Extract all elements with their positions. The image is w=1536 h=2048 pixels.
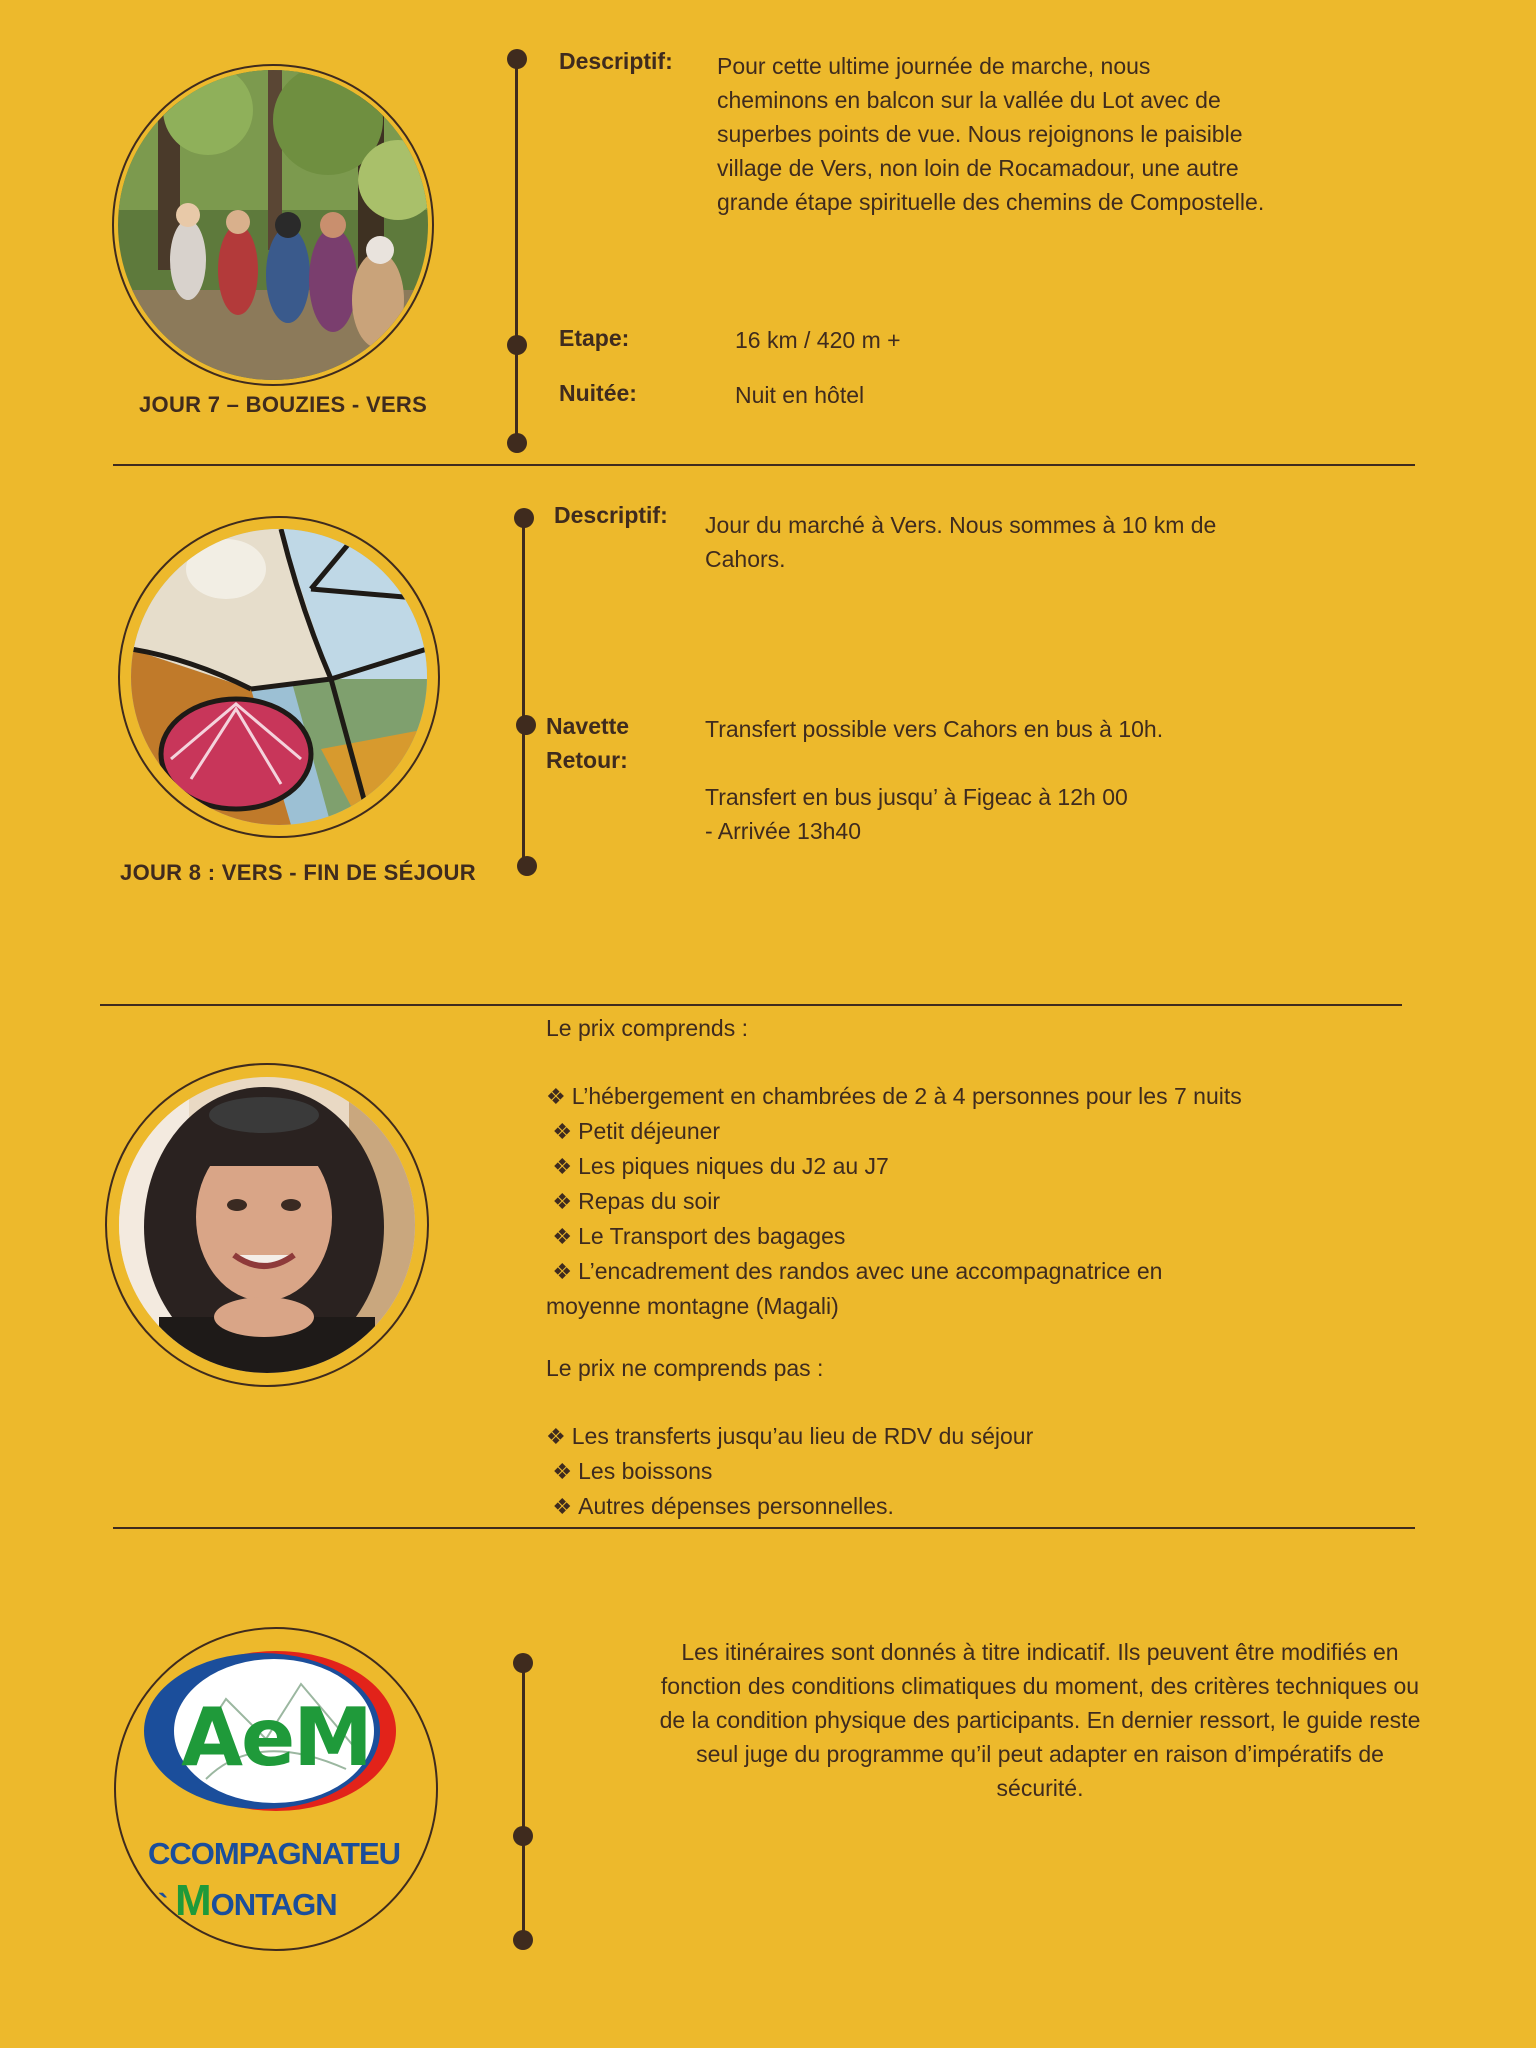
- day8-timeline-dot-1: [514, 508, 534, 528]
- day8-timeline-dot-2: [516, 715, 536, 735]
- price-includes-item: ❖ Repas du soir: [552, 1188, 721, 1214]
- day7-timeline: [515, 58, 518, 443]
- price-excludes-item: ❖ Les boissons: [552, 1458, 713, 1484]
- disclaimer-timeline-dot-3: [513, 1930, 533, 1950]
- price-excludes-list: [546, 1419, 1446, 1524]
- disclaimer-timeline: [522, 1664, 525, 1942]
- day7-photo-frame: [112, 64, 434, 386]
- section-divider-3: [113, 1527, 1415, 1529]
- disclaimer-timeline-dot-1: [513, 1653, 533, 1673]
- aem-logo-mark: AeM: [181, 1691, 371, 1784]
- day7-etape-value: 16 km / 420 m +: [735, 327, 901, 353]
- price-includes-continuation: moyenne montagne (Magali): [546, 1293, 839, 1319]
- guide-photo-frame: [105, 1063, 429, 1387]
- day8-navette-text-1: Transfert possible vers Cahors en bus à 10h.: [705, 716, 1164, 742]
- disclaimer-text: Les itinéraires sont donnés à titre indicatif. Ils peuvent être modifiés en fonction des conditions climatiques du moment, des critères techniques ou de la condition physique des participants. En dernier ressort, le guide reste seul juge du programme qu’il peut adapter en raison d’impératifs de sécurité.: [659, 1639, 1421, 1801]
- price-includes-item: ❖ L’encadrement des randos avec une accompagnatrice en: [552, 1258, 1163, 1284]
- aem-logo-line1: CCOMPAGNATEU: [148, 1836, 401, 1871]
- day7-timeline-dot-3: [507, 433, 527, 453]
- day7-etape-label: Etape:: [559, 325, 630, 351]
- diamond-bullet-icon: ❖: [546, 1084, 566, 1109]
- day8-timeline: [522, 518, 525, 866]
- day8-photo-frame: [118, 516, 440, 838]
- day8-descriptif-text: Jour du marché à Vers. Nous sommes à 10 km de Cahors.: [705, 512, 1217, 572]
- day7-nuitee-value: Nuit en hôtel: [735, 382, 865, 408]
- diamond-bullet-icon: ❖: [552, 1259, 573, 1284]
- price-includes-item: ❖ Petit déjeuner: [552, 1118, 721, 1144]
- price-excludes-item: ❖ Les transferts jusqu’au lieu de RDV du séjour: [546, 1423, 1034, 1449]
- diamond-bullet-icon: ❖: [552, 1189, 573, 1214]
- day8-timeline-dot-3: [517, 856, 537, 876]
- day8-caption: JOUR 8 : VERS - FIN DE SÉJOUR: [120, 860, 476, 885]
- day7-hikers-photo: [118, 70, 428, 380]
- day8-navette-text-2: Transfert en bus jusqu’ à Figeac à 12h 00 - Arrivée 13h40: [705, 784, 1128, 844]
- day8-stained-glass-photo: [131, 529, 427, 825]
- guide-portrait-photo: [119, 1077, 415, 1373]
- day7-descriptif-label: Descriptif:: [559, 48, 673, 74]
- diamond-bullet-icon: ❖: [552, 1119, 573, 1144]
- price-excludes-title: Le prix ne comprends pas :: [546, 1355, 824, 1381]
- price-includes-item: ❖ L’hébergement en chambrées de 2 à 4 personnes pour les 7 nuits: [546, 1083, 1242, 1109]
- day8-navette-label: Navette Retour:: [546, 713, 630, 773]
- diamond-bullet-icon: ❖: [552, 1224, 573, 1249]
- day7-nuitee-label: Nuitée:: [559, 380, 637, 406]
- price-includes-item: ❖ Les piques niques du J2 au J7: [552, 1153, 889, 1179]
- section-divider-2: [100, 1004, 1402, 1006]
- diamond-bullet-icon: ❖: [552, 1154, 573, 1179]
- aem-logo-line2: ` MONTAGN: [158, 1876, 337, 1925]
- disclaimer-timeline-dot-2: [513, 1826, 533, 1846]
- aem-logo-frame: [114, 1627, 438, 1951]
- diamond-bullet-icon: ❖: [552, 1459, 573, 1484]
- day7-descriptif-text: Pour cette ultime journée de marche, nous cheminons en balcon sur la vallée du Lot avec de superbes points de vue. Nous rejoignons le paisible village de Vers, non loin de Rocamadour, une autre grande étape spirituelle des chemins de Compostelle.: [717, 53, 1265, 215]
- diamond-bullet-icon: ❖: [552, 1494, 573, 1519]
- day7-caption: JOUR 7 – BOUZIES - VERS: [139, 392, 428, 417]
- day7-timeline-dot-1: [507, 49, 527, 69]
- price-excludes-item: ❖ Autres dépenses personnelles.: [552, 1493, 894, 1519]
- price-includes-title: Le prix comprends :: [546, 1015, 748, 1041]
- price-includes-list: [546, 1079, 1446, 1323]
- day7-timeline-dot-2: [507, 335, 527, 355]
- price-includes-item: ❖ Le Transport des bagages: [552, 1223, 846, 1249]
- day8-descriptif-label: Descriptif:: [554, 502, 668, 528]
- diamond-bullet-icon: ❖: [546, 1424, 566, 1449]
- section-divider-1: [113, 464, 1415, 466]
